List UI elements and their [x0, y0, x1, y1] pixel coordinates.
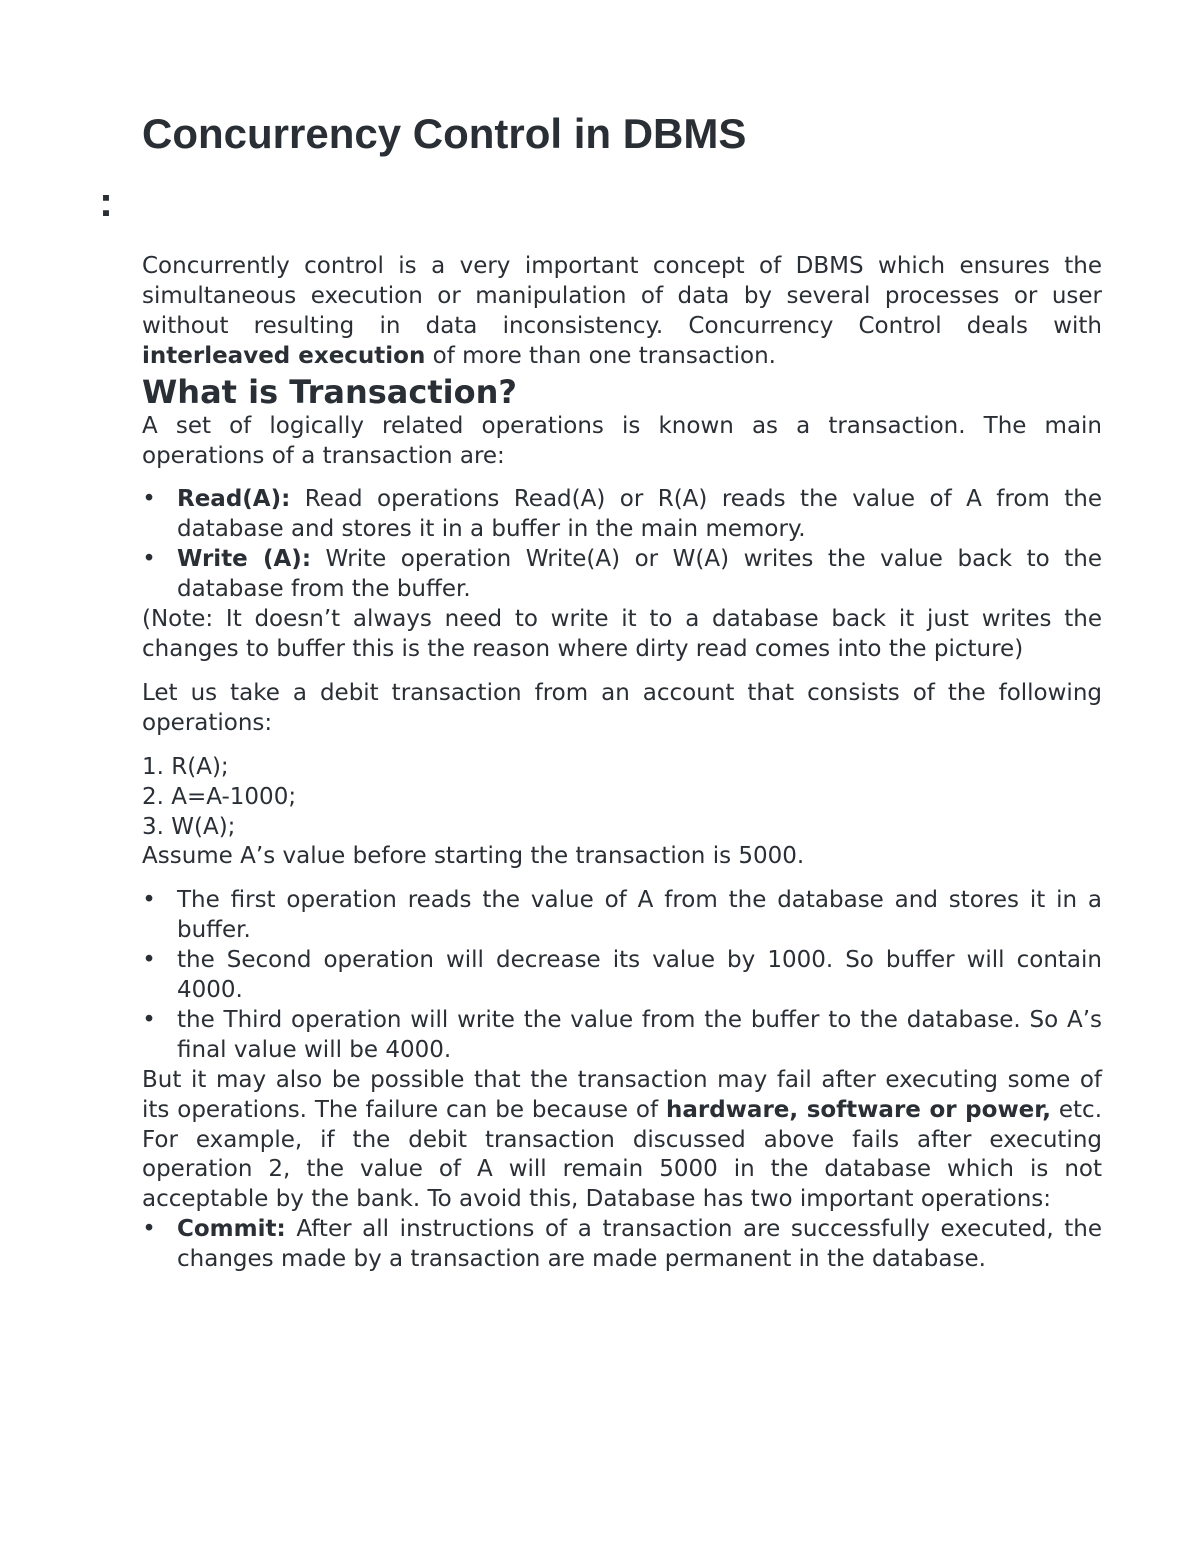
explanation-text: the Third operation will write the value from the buffer to the database. So A’s final value will be 4000. — [177, 1006, 1102, 1063]
operation-term: Write (A): — [177, 546, 312, 573]
failure-text-2: etc. For example, if the debit transaction discussed above fails after executing operation 2, the value of A will remain 5000 in the database which is not acceptable by the bank. To avoid this, Database has two important operations: — [142, 1096, 1102, 1213]
db-operations-list — [142, 1215, 1102, 1275]
step-item: 2. A=A-1000; — [142, 783, 297, 810]
explanation-text: the Second operation will decrease its value by 1000. So buffer will contain 4000. — [177, 947, 1102, 1004]
assume-paragraph: Assume A’s value before starting the transaction is 5000. — [142, 843, 805, 870]
steps-list — [142, 753, 1102, 843]
page-title: Concurrency Control in DBMS — [142, 110, 747, 157]
bullet-icon: • — [142, 1216, 156, 1243]
note-paragraph: (Note: It doesn’t always need to write it to a database back it just writes the changes to buffer this is the reason where dirty read comes into the picture) — [142, 606, 1102, 662]
transaction-intro: A set of logically related operations is known as a transaction. The main operations of a transaction are: — [142, 412, 1102, 469]
step-item: 1. R(A); — [142, 753, 229, 780]
list-item — [142, 946, 1102, 1006]
operation-term: Read(A): — [177, 486, 291, 513]
list-item — [142, 1006, 1102, 1066]
list-item — [142, 485, 1102, 545]
intro-text-2: of more than one transaction. — [425, 342, 776, 369]
intro-bold-text: interleaved execution — [142, 342, 426, 369]
db-operation-term: Commit: — [177, 1216, 286, 1243]
list-item — [142, 545, 1102, 605]
bullet-icon: • — [142, 546, 156, 573]
explanations-list — [142, 886, 1102, 1065]
list-item — [142, 886, 1102, 946]
bullet-icon: • — [142, 887, 156, 914]
debit-intro: Let us take a debit transaction from an account that consists of the following operations: — [142, 679, 1102, 736]
operation-desc: Write operation Write(A) or W(A) writes the value back to the database from the buffer. — [177, 546, 1102, 603]
db-operation-desc: After all instructions of a transaction are successfully executed, the changes made by a transaction are made permanent in the database. — [177, 1216, 1102, 1273]
failure-bold-text: hardware, software or power, — [665, 1096, 1051, 1123]
document-body — [142, 252, 1102, 1275]
section-heading: What is Transaction? — [142, 372, 517, 411]
bullet-icon: • — [142, 1006, 156, 1033]
explanation-text: The first operation reads the value of A from the database and stores it in a buffer. — [177, 887, 1102, 944]
list-item — [142, 1215, 1102, 1275]
title-colon: : — [99, 178, 113, 225]
intro-paragraph — [142, 252, 1102, 372]
failure-paragraph — [142, 1066, 1102, 1216]
operations-list — [142, 485, 1102, 605]
bullet-icon: • — [142, 486, 156, 513]
failure-text-1: But it may also be possible that the transaction may fail after executing some of its operations. The failure can be because of — [142, 1066, 1102, 1123]
bullet-icon: • — [142, 947, 156, 974]
step-item: 3. W(A); — [142, 813, 236, 840]
intro-text-1: Concurrently control is a very important concept of DBMS which ensures the simultaneous execution or manipulation of data by several processes or user without resulting in data inconsistency. Concurrency Control deals with — [142, 253, 1102, 339]
operation-desc: Read operations Read(A) or R(A) reads the value of A from the database and stores it in a buffer in the main memory. — [177, 486, 1102, 543]
